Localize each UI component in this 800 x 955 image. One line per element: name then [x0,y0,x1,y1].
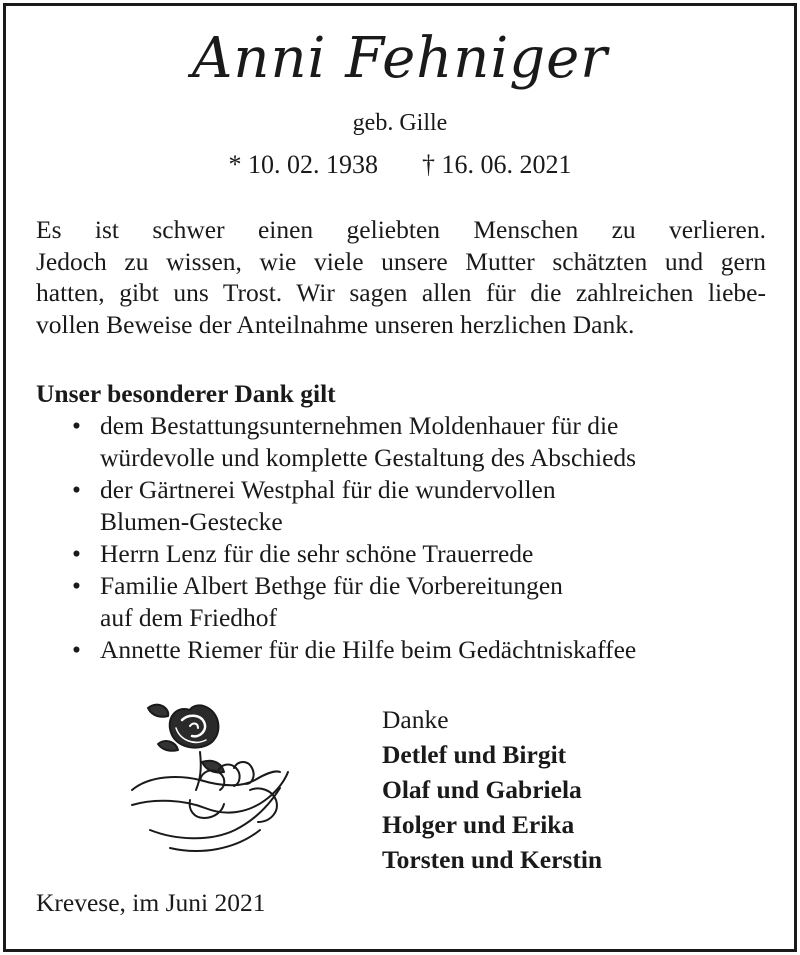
bullet-icon: • [72,635,81,664]
family-member: Olaf und Gabriela [382,775,582,804]
paragraph-line: Jedoch zu wissen, wie viele unsere Mutter schätzten und gern [36,246,766,276]
bullet-icon: • [72,571,81,600]
bullet-icon: • [72,539,81,568]
place-and-date: Krevese, im Juni 2021 [36,888,266,917]
list-item: • Annette Riemer für die Hilfe beim Gedächtniskaffee [72,635,637,664]
thanks-list [72,410,772,666]
list-item: • Familie Albert Bethge für die Vorbereitungen auf dem Friedhof [72,571,563,632]
birth-date: * 10. 02. 1938 [228,150,378,179]
death-date: † 16. 06. 2021 [422,150,572,179]
special-thanks-heading: Unser besonderer Dank gilt [36,379,336,408]
list-item: • der Gärtnerei Westphal für die wundervollen Blumen-Gestecke [72,475,556,536]
signoff-block [382,702,602,877]
list-item: • Herrn Lenz für die sehr schöne Trauerrede [72,539,534,568]
life-dates [0,150,800,180]
paragraph-line: Es ist schwer einen geliebten Menschen zu verlieren. [36,215,766,244]
signoff-intro: Danke [382,705,449,734]
rose-in-hands-icon [130,680,295,860]
list-item: • dem Bestattungsunternehmen Moldenhauer für die würdevolle und komplette Gestaltung des Abschieds [72,411,637,472]
paragraph-line: hatten, gibt uns Trost. Wir sagen allen für die zahlreichen liebe- [36,278,766,307]
bullet-icon: • [72,411,81,440]
paragraph-line: vollen Beweise der Anteilnahme unseren herzlichen Dank. [36,309,635,339]
thanks-paragraph [36,214,766,340]
bullet-icon: • [72,475,81,504]
family-member: Torsten und Kerstin [382,845,603,874]
birth-name: geb. Gille [352,110,448,136]
family-member: Holger und Erika [382,810,575,839]
deceased-name: Anni Fehniger [191,26,609,91]
family-member: Detlef und Birgit [382,740,567,769]
